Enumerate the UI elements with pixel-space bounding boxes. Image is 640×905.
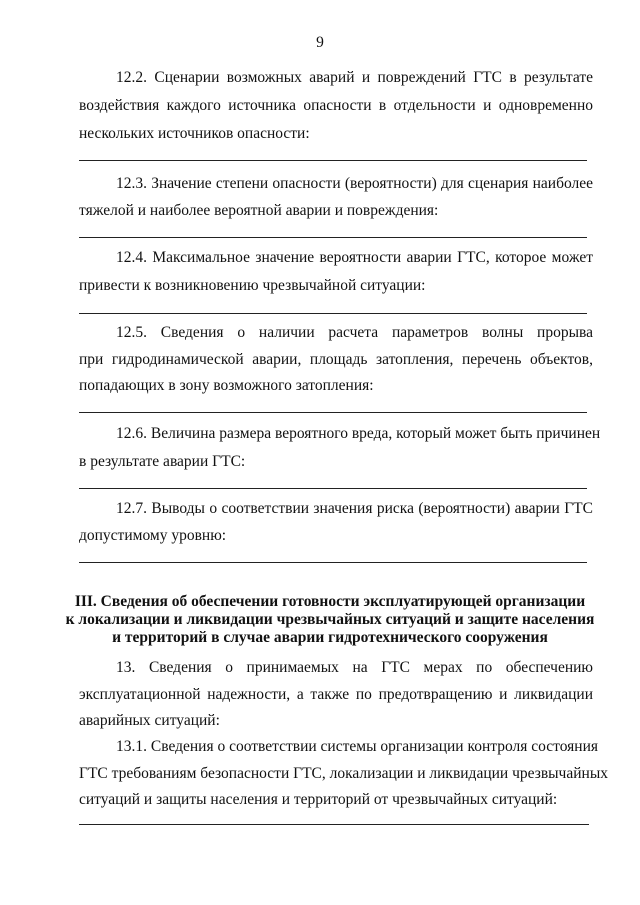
- answer-line-12-3: [79, 237, 587, 238]
- item-12-7-line-1: 12.7. Выводы о соответствии значения риска (вероятности) аварии ГТС: [116, 500, 593, 517]
- item-13-line-2: эксплуатационной надежности, а также по предотвращению и ликвидации: [79, 686, 593, 703]
- section-heading-line-1: III. Сведения об обеспечении готовности эксплуатирующей организации: [74, 593, 586, 610]
- item-12-7-line-2: допустимому уровню:: [79, 527, 227, 544]
- item-12-3-line-2: тяжелой и наиболее вероятной аварии и повреждения:: [79, 202, 439, 219]
- item-13-1-line-2: ГТС требованиям безопасности ГТС, локализации и ликвидации чрезвычайных: [79, 765, 608, 782]
- item-12-2-line-3: нескольких источников опасности:: [79, 125, 310, 142]
- item-12-5-line-3: попадающих в зону возможного затопления:: [79, 377, 374, 394]
- item-12-6-line-1: 12.6. Величина размера вероятного вреда, который может быть причинен: [116, 425, 601, 442]
- item-12-6-line-2: в результате аварии ГТС:: [79, 453, 246, 470]
- answer-line-12-2: [79, 160, 587, 161]
- item-13-line-3: аварийных ситуаций:: [79, 712, 220, 729]
- section-heading-line-2: к локализации и ликвидации чрезвычайных ситуаций и защите населения: [65, 611, 595, 628]
- answer-line-12-7: [79, 562, 587, 563]
- item-12-2-line-1: 12.2. Сценарии возможных аварий и повреждений ГТС в результате: [116, 69, 593, 86]
- item-12-2-line-2: воздействия каждого источника опасности в отдельности и одновременно: [79, 97, 593, 114]
- page-number: 9: [316, 34, 324, 51]
- item-13-1-line-3: ситуаций и защиты населения и территорий от чрезвычайных ситуаций:: [79, 791, 558, 808]
- answer-line-12-4: [79, 313, 587, 314]
- item-12-4-line-2: привести к возникновению чрезвычайной ситуации:: [79, 277, 426, 294]
- item-12-3-line-1: 12.3. Значение степени опасности (вероятности) для сценария наиболее: [116, 175, 593, 192]
- item-12-5-line-1: 12.5. Сведения о наличии расчета параметров волны прорыва: [116, 324, 593, 341]
- answer-line-12-5: [79, 412, 587, 413]
- item-12-5-line-2: при гидродинамической аварии, площадь затопления, перечень объектов,: [79, 351, 593, 368]
- section-heading-line-3: и территорий в случае аварии гидротехнического сооружения: [112, 629, 548, 646]
- answer-line-12-6: [79, 488, 587, 489]
- answer-line-13-1: [79, 824, 589, 825]
- item-12-4-line-1: 12.4. Максимальное значение вероятности аварии ГТС, которое может: [116, 249, 593, 266]
- item-13-1-line-1: 13.1. Сведения о соответствии системы организации контроля состояния: [116, 738, 599, 755]
- item-13-line-1: 13. Сведения о принимаемых на ГТС мерах по обеспечению: [116, 659, 593, 676]
